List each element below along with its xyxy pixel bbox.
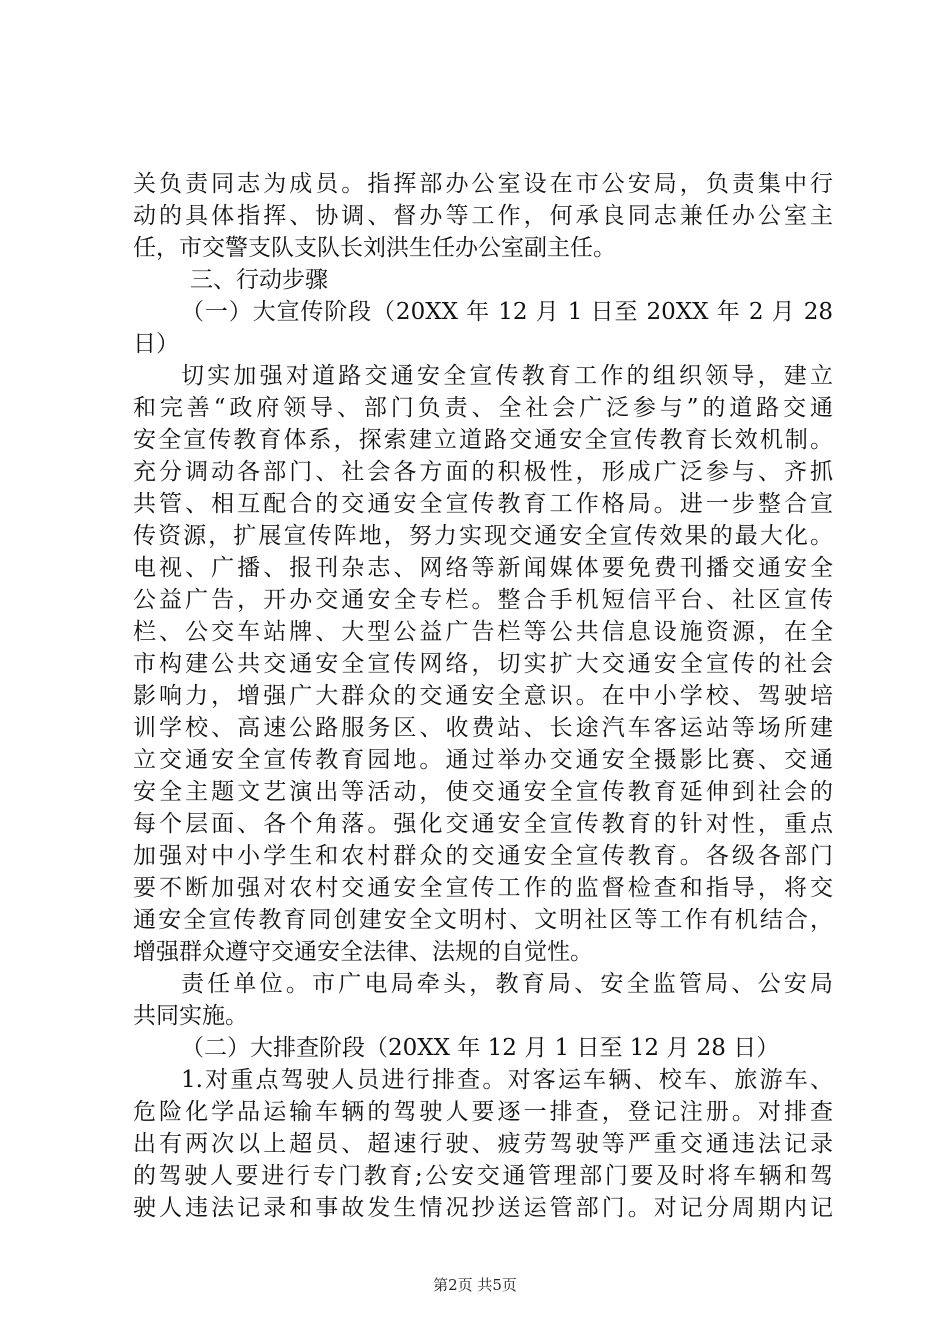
text-line: 安全宣传教育体系，探索建立道路交通安全宣传教育长效机制。 — [133, 427, 833, 453]
text-line: 电视、广播、报刊杂志、网络等新闻媒体要免费刊播交通安全 — [133, 555, 833, 581]
text-line: 传资源，扩展宣传阵地，努力实现交通安全宣传效果的最大化。 — [133, 523, 833, 549]
text-line: 1.对重点驾驶人员进行排查。对客运车辆、校车、旅游车、 — [181, 1067, 833, 1093]
text-line: 要不断加强对农村交通安全宣传工作的监督检查和指导，将交 — [133, 875, 833, 901]
text-line: （二）大排查阶段（20XX 年 12 月 1 日至 12 月 28 日） — [181, 1035, 780, 1061]
text-line: 动的具体指挥、协调、督办等工作，何承良同志兼任办公室主 — [133, 203, 833, 229]
page-footer: 第2页 共5页 — [433, 1276, 517, 1294]
text-line: 切实加强对道路交通安全宣传教育工作的组织领导，建立 — [181, 363, 833, 389]
text-line: 驶人违法记录和事故发生情况抄送运管部门。对记分周期内记 — [133, 1195, 833, 1221]
text-line: 日） — [133, 331, 179, 357]
text-line: 危险化学品运输车辆的驾驶人要逐一排查，登记注册。对排查 — [133, 1099, 833, 1125]
text-line: 任，市交警支队支队长刘洪生任办公室副主任。 — [133, 235, 616, 261]
text-line: 充分调动各部门、社会各方面的积极性，形成广泛参与、齐抓 — [133, 459, 833, 485]
text-line: 影响力，增强广大群众的交通安全意识。在中小学校、驾驶培 — [133, 683, 833, 709]
text-line: 公益广告，开办交通安全专栏。整合手机短信平台、社区宣传 — [133, 587, 833, 613]
text-line: 训学校、高速公路服务区、收费站、长途汽车客运站等场所建 — [133, 715, 833, 741]
text-line: 市构建公共交通安全宣传网络，切实扩大交通安全宣传的社会 — [133, 651, 833, 677]
text-line: 共管、相互配合的交通安全宣传教育工作格局。进一步整合宣 — [133, 491, 833, 517]
text-line: 每个层面、各个角落。强化交通安全宣传教育的针对性，重点 — [133, 811, 833, 837]
text-line: 安全主题文艺演出等活动，使交通安全宣传教育延伸到社会的 — [133, 779, 833, 805]
text-line: 共同实施。 — [133, 1003, 248, 1029]
text-line: （一）大宣传阶段（20XX 年 12 月 1 日至 20XX 年 2 月 28 — [181, 299, 833, 325]
text-line: 加强对中小学生和农村群众的交通安全宣传教育。各级各部门 — [133, 843, 833, 869]
text-line: 通安全宣传教育同创建安全文明村、文明社区等工作有机结合， — [133, 907, 833, 933]
text-line: 和完善“政府领导、部门负责、全社会广泛参与”的道路交通 — [133, 395, 833, 421]
text-line: 三、行动步骤 — [190, 267, 328, 293]
text-line: 责任单位。市广电局牵头，教育局、安全监管局、公安局 — [181, 971, 833, 997]
text-line: 增强群众遵守交通安全法律、法规的自觉性。 — [133, 939, 593, 965]
text-line: 关负责同志为成员。指挥部办公室设在市公安局，负责集中行 — [133, 171, 833, 197]
text-line: 的驾驶人要进行专门教育;公安交通管理部门要及时将车辆和驾 — [133, 1163, 833, 1189]
document-body — [133, 168, 833, 1224]
text-line: 立交通安全宣传教育园地。通过举办交通安全摄影比赛、交通 — [133, 747, 833, 773]
text-line: 出有两次以上超员、超速行驶、疲劳驾驶等严重交通违法记录 — [133, 1131, 833, 1157]
text-line: 栏、公交车站牌、大型公益广告栏等公共信息设施资源，在全 — [133, 619, 833, 645]
